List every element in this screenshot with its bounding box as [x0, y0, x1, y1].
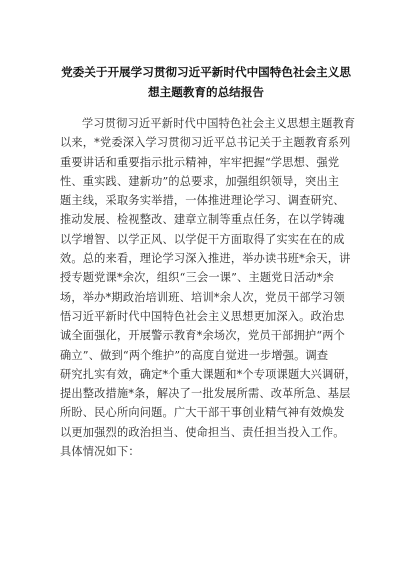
title-line-1: 党委关于开展学习贯彻习近平新时代中国特色社会主义思	[61, 65, 351, 79]
body-line: 具体情况如下：	[60, 445, 140, 459]
body-line: 性、重实践、建新功”的总要求，加强组织领导，突出主	[60, 174, 340, 188]
body-line: 场，举办*期政治培训班、培训*余人次，党员干部学习领	[60, 290, 345, 304]
body-line: 所盼、民心所向问题。广大干部干事创业精气神有效焕发	[60, 406, 345, 420]
body-line: 以更加强烈的政治担当、使命担当、责任担当投入工作。	[60, 425, 345, 439]
body-line: 重要讲话和重要指示批示精神，牢牢把握“学思想、强党	[60, 155, 340, 169]
body-line: 确立”、做到“两个维护”的高度自觉进一步增强。调查	[60, 348, 329, 362]
document-body	[60, 114, 357, 461]
body-line: 以学增智、以学正风、以学促干方面取得了实实在在的成	[60, 232, 345, 246]
body-line: 悟习近平新时代中国特色社会主义思想更加深入。政治忠	[60, 309, 345, 323]
body-line: 题主线，采取务实举措，一体推进理论学习、调查研究、	[60, 194, 345, 208]
body-line: 效。总的来看，理论学习深入推进，举办读书班*余天，讲	[60, 252, 351, 266]
document-title	[60, 62, 352, 102]
body-line: 提出整改措施*条，解决了一批发展所需、改革所急、基层	[60, 387, 351, 401]
body-line: 以来，*党委深入学习贯彻习近平总书记关于主题教育系列	[60, 136, 351, 150]
body-line: 学习贯彻习近平新时代中国特色社会主义思想主题教育	[82, 117, 356, 130]
body-line: 诚全面强化，开展警示教育*余场次，党员干部拥护“两个	[60, 329, 346, 343]
title-line-2: 想主题教育的总结报告	[148, 85, 264, 99]
body-line: 研究扎实有效，确定*个重大课题和*个专项课题大兴调研，	[60, 367, 357, 381]
body-line: 授专题党课*余次，组织“三会一课”、主题党日活动*余	[60, 271, 334, 285]
body-line: 推动发展、检视整改、建章立制等重点任务，在以学铸魂	[60, 213, 345, 227]
